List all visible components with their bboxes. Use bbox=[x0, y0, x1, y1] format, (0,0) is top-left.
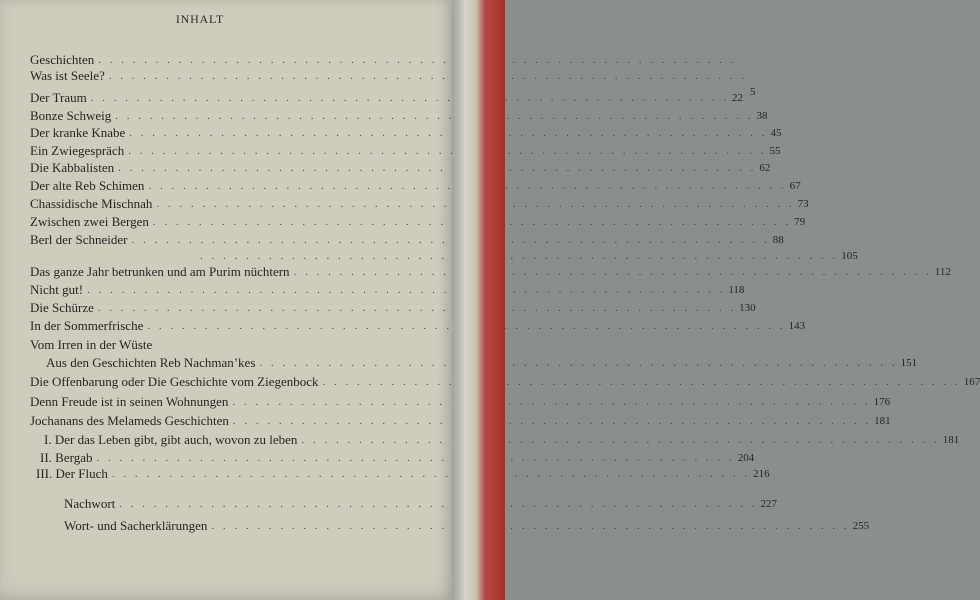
dot-leader bbox=[128, 143, 766, 159]
toc-entry bbox=[30, 160, 771, 176]
toc-entry-page: 151 bbox=[900, 357, 918, 369]
toc-entry-page: 79 bbox=[794, 216, 806, 228]
dot-leader bbox=[129, 125, 767, 141]
toc-entry-page: 176 bbox=[873, 396, 891, 408]
toc-entry-title: Aus den Geschichten Reb Nachman’kes bbox=[46, 355, 256, 370]
toc-entry-page: 227 bbox=[760, 498, 778, 510]
toc-entry bbox=[30, 143, 781, 159]
toc-entry-title: Was ist Seele? bbox=[30, 68, 105, 83]
toc-entry bbox=[30, 196, 809, 212]
toc-entry-page: 88 bbox=[772, 234, 784, 246]
toc-entry-title: III. Der Fluch bbox=[36, 466, 108, 481]
toc-entry bbox=[40, 450, 755, 466]
toc-entry-page: 255 bbox=[852, 520, 870, 532]
toc-entry-title: Denn Freude ist in seinen Wohnungen bbox=[30, 394, 229, 409]
toc-entry bbox=[30, 52, 382, 68]
toc-entry-title: Nachwort bbox=[64, 496, 116, 511]
toc-entry bbox=[30, 394, 891, 410]
toc-entry bbox=[30, 214, 806, 230]
dot-leader bbox=[200, 248, 838, 264]
toc-entry-title: Der alte Reb Schimen bbox=[30, 178, 145, 193]
dot-leader bbox=[112, 466, 750, 482]
dot-leader bbox=[87, 282, 725, 298]
dot-leader bbox=[98, 52, 736, 68]
toc-entry bbox=[64, 518, 870, 534]
toc-entry-page: 55 bbox=[769, 145, 781, 157]
toc-entry-page: 216 bbox=[753, 468, 770, 480]
page-heading: INHALT bbox=[175, 12, 225, 26]
toc-entry-page: 62 bbox=[759, 162, 771, 174]
toc-entry bbox=[30, 374, 980, 390]
toc-entry bbox=[30, 232, 784, 248]
toc-entry-title: Chassidische Mischnah bbox=[30, 196, 153, 211]
dot-leader bbox=[259, 355, 897, 371]
toc-entry-title: II. Bergab bbox=[40, 450, 93, 465]
toc-entry bbox=[30, 125, 782, 141]
toc-entry bbox=[196, 248, 858, 264]
dot-leader bbox=[115, 108, 753, 124]
toc-entry-title: Ein Zwiegespräch bbox=[30, 143, 125, 158]
toc-entry-title: In der Sommerfrische bbox=[30, 318, 144, 333]
toc-entry-title: Der kranke Knabe bbox=[30, 125, 126, 140]
dot-leader bbox=[301, 432, 939, 448]
toc-entry-title: Die Kabbalisten bbox=[30, 160, 115, 175]
toc-entry-title: Jochanans des Melameds Geschichten bbox=[30, 413, 229, 428]
dot-leader bbox=[232, 394, 870, 410]
toc-entry-title: I. Der das Leben gibt, gibt auch, wovon zu leben bbox=[44, 432, 298, 447]
toc-entry bbox=[30, 108, 768, 124]
dot-leader bbox=[131, 232, 769, 248]
dot-leader bbox=[119, 496, 757, 512]
toc-entry-page: 112 bbox=[934, 266, 951, 278]
toc-entry-title: Die Offenbarung oder Die Geschichte vom Ziegenbock bbox=[30, 374, 319, 389]
toc-entry-title: Wort- und Sacherklärungen bbox=[64, 518, 208, 533]
toc-entry bbox=[46, 355, 918, 371]
toc-entry bbox=[30, 178, 801, 194]
toc-entry-title: Die Schürze bbox=[30, 300, 94, 315]
toc-entry-page: 22 bbox=[731, 92, 743, 104]
toc-entry bbox=[44, 432, 960, 448]
toc-entry bbox=[64, 496, 778, 512]
dot-leader bbox=[118, 160, 756, 176]
book-spine-edge bbox=[452, 0, 505, 600]
dot-leader bbox=[109, 68, 747, 84]
toc-entry-page: 181 bbox=[942, 434, 960, 446]
toc-entry-page: 143 bbox=[788, 320, 806, 332]
toc-entry bbox=[30, 413, 891, 429]
dot-leader bbox=[323, 374, 961, 390]
toc-entry-page: 105 bbox=[841, 250, 858, 262]
dot-leader bbox=[294, 264, 932, 280]
toc-entry bbox=[36, 466, 770, 482]
dot-leader bbox=[233, 413, 871, 429]
toc-entry-title: Vom Irren in der Wüste bbox=[30, 337, 153, 352]
toc-entry bbox=[30, 318, 806, 334]
toc-entry-title: Geschichten bbox=[30, 52, 95, 67]
toc-entry-title: Das ganze Jahr betrunken und am Purim nüchtern bbox=[30, 264, 290, 279]
toc-entry bbox=[30, 90, 743, 106]
toc-entry-page: 38 bbox=[756, 110, 768, 122]
toc-entry-page: 118 bbox=[728, 284, 745, 296]
toc-entry-page: 45 bbox=[770, 127, 782, 139]
toc-entry-page: 5 bbox=[750, 86, 756, 98]
toc-entry bbox=[30, 264, 951, 280]
dot-leader bbox=[96, 450, 734, 466]
toc-entry-page: 73 bbox=[797, 198, 809, 210]
toc-entry-page: 181 bbox=[874, 415, 891, 427]
dot-leader bbox=[98, 300, 736, 316]
toc-entry-title: Zwischen zwei Bergen bbox=[30, 214, 149, 229]
toc-entry-page: 204 bbox=[737, 452, 755, 464]
toc-entry-title: Berl der Schneider bbox=[30, 232, 128, 247]
toc-entry-page: 167 bbox=[963, 376, 980, 388]
toc-entry bbox=[30, 337, 382, 353]
dot-leader bbox=[91, 90, 729, 106]
toc-entry bbox=[30, 300, 756, 316]
toc-entry-title: Bonze Schweig bbox=[30, 108, 112, 123]
toc-entry-title: Der Traum bbox=[30, 90, 87, 105]
toc-entry-page: 67 bbox=[789, 180, 801, 192]
toc-entry-page: 130 bbox=[739, 302, 756, 314]
toc-entry bbox=[30, 282, 745, 298]
dot-leader bbox=[211, 518, 849, 534]
toc-entry-title: Nicht gut! bbox=[30, 282, 84, 297]
